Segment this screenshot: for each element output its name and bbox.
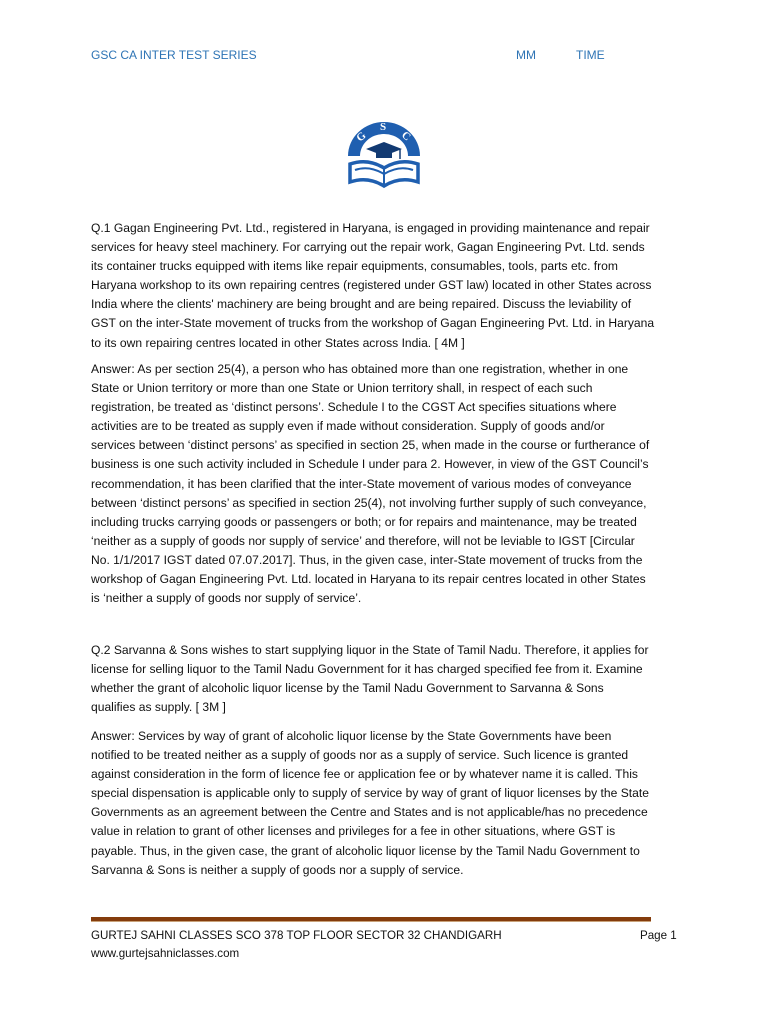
answer-1: Answer: As per section 25(4), a person who has obtained more than one registration, whether in one State or Union territory or more than one State or Union territory shall, in respect of each such registration, be treated as ‘distinct persons’. Schedule I to the CGST Act specifies situations where activities are to be treated as supply even if made without consideration. Supply of goods and/or services between ‘distinct persons’ as specified in section 25, when made in the course or furtherance of business is one such activity included in Schedule I under para 2. However, in view of the GST Council’s recommendation, it has been clarified that the inter-State movement of various modes of conveyance between ‘distinct persons’ as specified in section 25(4), not involving further supply of such conveyance, including trucks carrying goods or passengers or both; or for repairs and maintenance, may be treated ‘neither as a supply of goods nor supply of service’ and therefore, will not be leviable to IGST [Circular No. 1/1/2017 IGST dated 07.07.2017]. Thus, in the given case, inter-State movement of trucks from the workshop of Gagan Engineering Pvt. Ltd. located in Haryana to its repair centres located in other States is ‘neither a supply of goods nor supply of service’. (91, 362, 650, 606)
gsc-logo-graphic (338, 112, 430, 194)
header-title: GSC CA INTER TEST SERIES (91, 48, 257, 62)
question-1: Q.1 Gagan Engineering Pvt. Ltd., registered in Haryana, is engaged in providing maintenance and repair services for heavy steel machinery. For carrying out the repair work, Gagan Engineering Pvt. Ltd. sends its container trucks equipped with items like repair equipments, consumables, tools, parts etc. from Haryana workshop to its own repairing centres (registered under GST law) located in other States across India where the clients' machinery are being brought and are being repaired. Discuss the leviability of GST on the inter-State movement of trucks from the workshop of Gagan Engineering Pvt. Ltd. in Haryana to its own repairing centres located in other States across India. [ 4M ] (91, 221, 655, 350)
header-mm-label: MM (516, 48, 536, 62)
logo-letter-g: G (354, 129, 369, 145)
page-number: Page 1 (640, 929, 677, 942)
gsc-logo (338, 112, 430, 194)
question-2: Q.2 Sarvanna & Sons wishes to start supplying liquor in the State of Tamil Nadu. Therefore, it applies for license for selling liquor to the Tamil Nadu Government for it has charged specified fee from it. Examine whether the grant of alcoholic liquor license by the Tamil Nadu Government to Sarvanna & Sons qualifies as supply. [ 3M ] (91, 643, 649, 715)
footer-divider (91, 917, 651, 922)
logo-letter-c: C (399, 129, 413, 144)
logo-letter-s: S (380, 121, 387, 133)
graduation-cap-band (376, 152, 392, 158)
header-time-label: TIME (576, 48, 605, 62)
answer-2: Answer: Services by way of grant of alcoholic liquor license by the State Governments have been notified to be treated neither as a supply of goods nor as a supply of service. Such licence is granted against consideration in the form of licence fee or application fee or by whatever name it is called. This special dispensation is applicable only to supply of service by way of grant of liquor licenses by the State Governments as an agreement between the Centre and States and is not applicable/has no precedence value in relation to grant of other licenses and privileges for a fee in other situations, where GST is payable. Thus, in the given case, the grant of alcoholic liquor license by the Tamil Nadu Government to Sarvanna & Sons is neither a supply of goods nor a supply of service. (91, 729, 649, 877)
footer-address: GURTEJ SAHNI CLASSES SCO 378 TOP FLOOR SECTOR 32 CHANDIGARH www.gurtejsahniclasses.com (91, 929, 502, 960)
